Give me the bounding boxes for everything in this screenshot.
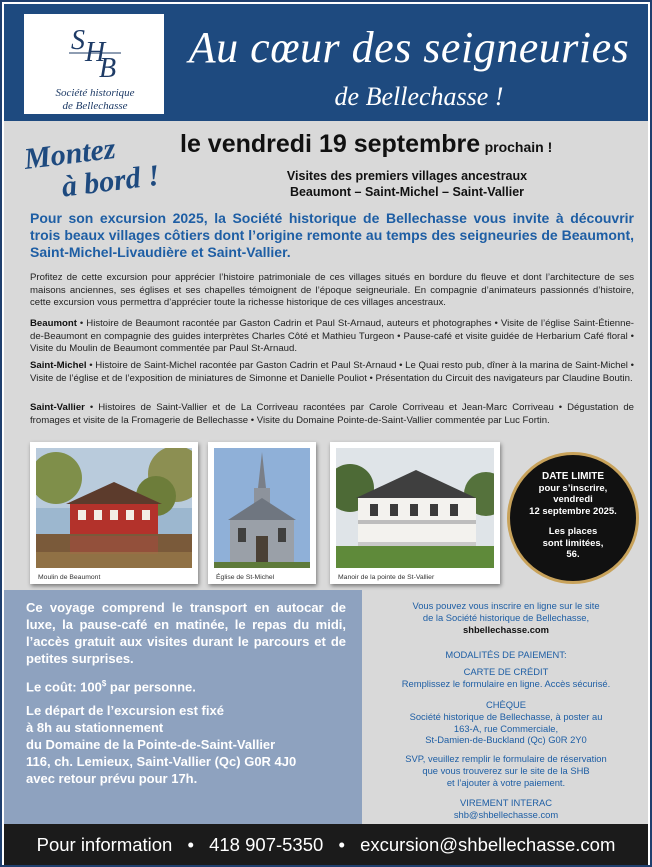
- saint-michel-label: Saint-Michel: [30, 360, 87, 371]
- visites-line2: Beaumont – Saint-Michel – Saint-Vallier: [289, 185, 525, 199]
- website-link[interactable]: shbellechasse.com: [463, 623, 549, 635]
- departure-line2: à 8h au stationnement: [26, 720, 164, 735]
- event-date-suffix: prochain !: [484, 139, 553, 155]
- cheque-title: CHÈQUE: [485, 699, 527, 710]
- departure-address: 116, ch. Lemieux, Saint-Vallier (Qc) G0R 4J0: [26, 754, 297, 769]
- description-paragraph: Profitez de cette excursion pour apprécier l’histoire patrimoniale de ces villages situés en bordure du fleuve et dont l’architecture de ses maisons anciennes, ses églises et ses chapelles témoignent de l’époque seigneuriale. En compagnie d’animateurs passionnés d’histoire, cette excursion vous permettra d’apprécier toute la richesse historique de ces villages ancestraux.: [30, 272, 634, 309]
- deadline-line3: vendredi: [553, 494, 593, 505]
- interac-email[interactable]: shb@shbellechasse.com: [453, 808, 559, 820]
- deadline-date: 12 septembre 2025.: [529, 505, 617, 517]
- deadline-line5: Les places: [548, 526, 598, 537]
- logo-text-line2: de Bellechasse: [62, 100, 128, 112]
- bullet-separator: •: [187, 834, 194, 855]
- shb-monogram-icon: [65, 21, 125, 81]
- svg-text:B: B: [99, 53, 117, 81]
- montez-line2: à bord !: [59, 158, 162, 204]
- deadline-line2: pour s’inscrire,: [538, 482, 608, 494]
- header-banner: [4, 4, 648, 121]
- interac-title: VIREMENT INTERAC: [459, 797, 553, 808]
- intro-paragraph: Pour son excursion 2025, la Société historique de Bellechasse vous invite à découvrir trois beaux villages côtiers dont l’origine remonte au temps des seigneuries de Beaumont, Saint-Michel-Livaudière et Saint-Vallier.: [30, 210, 634, 260]
- photo-caption-1: Moulin de Beaumont: [38, 574, 101, 581]
- manor-photo-icon: [336, 448, 494, 568]
- photo-caption-2: Église de St-Michel: [216, 574, 275, 581]
- credit-card-text: Remplissez le formulaire en ligne. Accès sécurisé.: [401, 677, 611, 689]
- photo-eglise-st-michel: [208, 442, 316, 584]
- online-line2: de la Société historique de Bellechasse,: [422, 611, 590, 623]
- page-subtitle: de Bellechasse !: [334, 82, 504, 111]
- beaumont-paragraph: [30, 318, 634, 356]
- trip-includes-text: Ce voyage comprend le transport en autocar de luxe, la pause-café en matinée, le repas du midi, l’accès gratuit aux visites durant le parcours et de petites surprises.: [26, 600, 346, 666]
- cost-prefix: Le coût: 100: [26, 679, 102, 695]
- cheque-line3: St-Damien-de-Buckland (Qc) G0R 2Y0: [425, 734, 587, 746]
- deadline-line6: sont limitées,: [542, 537, 604, 549]
- church-photo-icon: [214, 448, 310, 568]
- saint-michel-text: • Histoire de Saint-Michel racontée par Gaston Cadrin et Paul St-Arnaud • Le Quai resto pub, dîner à la marina de Saint-Michel • Visite de l’église et de l’exposition de miniatures de Simonne et Danielle Pouliot • Présentation du Circuit des navigateurs par Claudine Boutin.: [30, 360, 634, 384]
- beaumont-label: Beaumont: [30, 318, 77, 329]
- trip-cost: [26, 675, 346, 695]
- page-title: Au cœur des seigneuries: [188, 23, 630, 72]
- visites-heading: [212, 168, 602, 200]
- event-date: [180, 130, 640, 159]
- footer-label: Pour information: [36, 834, 173, 855]
- footer-phone[interactable]: 418 907-5350: [209, 834, 324, 855]
- svg-text:S: S: [71, 25, 85, 56]
- saint-michel-paragraph: [30, 360, 634, 385]
- photo-caption-3: Manoir de la pointe de St-Vallier: [338, 574, 435, 581]
- deadline-spacer: [510, 517, 636, 526]
- cost-suffix: par personne.: [106, 679, 196, 695]
- svp-line1: SVP, veuillez remplir le formulaire de réservation: [405, 753, 607, 764]
- footer-email[interactable]: excursion@shbellechasse.com: [360, 834, 616, 855]
- departure-line1: Le départ de l’excursion est fixé: [26, 703, 224, 718]
- payment-methods-heading: MODALITÉS DE PAIEMENT:: [445, 649, 567, 660]
- svg-text:H: H: [85, 37, 106, 68]
- cheque-line1: Société historique de Bellechasse, à poster au: [409, 710, 603, 722]
- logo-text-line1: Société historique: [55, 87, 135, 99]
- cheque-line2: 163-A, rue Commerciale,: [453, 722, 559, 734]
- deadline-seats: 56.: [566, 549, 580, 560]
- contact-footer: [4, 824, 648, 865]
- credit-card-title: CARTE DE CRÉDIT: [463, 666, 549, 677]
- montez-line1: Montez: [22, 131, 118, 176]
- departure-info: [26, 702, 346, 787]
- online-line1: Vous pouvez vous inscrire en ligne sur le site: [412, 600, 600, 611]
- credit-card-section: [370, 666, 642, 690]
- saint-vallier-text: • Histoires de Saint-Vallier et de La Corriveau racontées par Carole Corriveau et Jean-Marc Corriveau • Dégustation de fromages et visite de la Fromagerie de Bellechasse • Visite du Domaine Pointe-de-Saint-Vallier commentée par Luc Fortin.: [30, 402, 634, 426]
- cost-currency: $: [101, 679, 107, 688]
- saint-vallier-label: Saint-Vallier: [30, 402, 85, 413]
- svp-line2: que vous trouverez sur le site de la SHB: [422, 764, 590, 776]
- departure-return: avec retour prévu pour 17h.: [26, 771, 198, 786]
- cheque-section: [370, 699, 642, 746]
- form-instructions: [370, 753, 642, 788]
- event-date-main: le vendredi 19 septembre: [180, 130, 481, 158]
- saint-vallier-paragraph: [30, 402, 634, 427]
- deadline-badge: [507, 452, 639, 584]
- interac-section: [370, 797, 642, 821]
- visites-line1: Visites des premiers villages ancestraux: [286, 169, 528, 183]
- mill-photo-icon: [36, 448, 192, 568]
- bullet-separator: •: [338, 834, 345, 855]
- deadline-title: DATE LIMITE: [541, 471, 605, 482]
- svp-line3: et l’ajouter à votre paiement.: [446, 776, 566, 788]
- beaumont-text: • Histoire de Beaumont racontée par Gaston Cadrin et Paul St-Arnaud, auteurs et photographes • Visite de l’église Saint-Étienne-de-Beaumont en compagnie des guides interprètes Charles Côté et Mathieu Turgeon • Pause-café et visite guidée de Herbarium Café floral • Visite du Moulin de Beaumont commentée par Paul St-Arnaud.: [30, 318, 634, 355]
- photo-manoir-st-vallier: [330, 442, 500, 584]
- photo-moulin-beaumont: [30, 442, 198, 584]
- departure-line3: du Domaine de la Pointe-de-Saint-Vallier: [26, 737, 276, 752]
- online-registration: [370, 600, 642, 635]
- shb-logo: [24, 14, 164, 114]
